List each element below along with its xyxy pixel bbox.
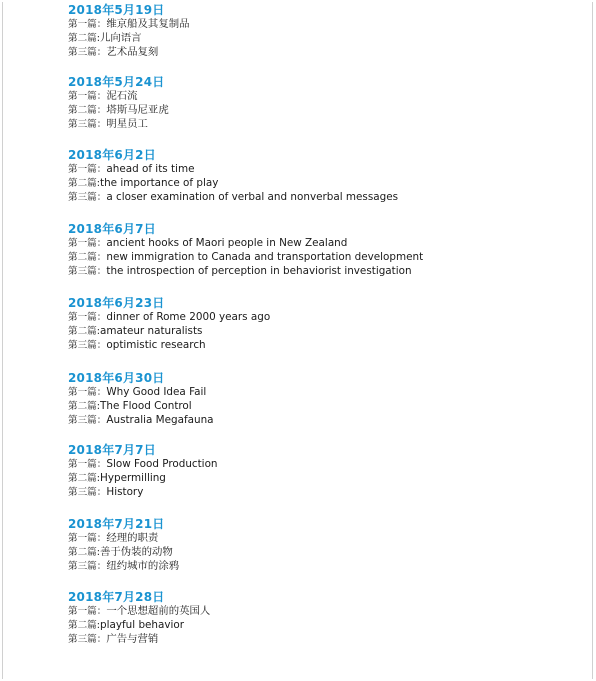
article-label: 第二篇: xyxy=(68,547,101,558)
article-title: Hypermilling xyxy=(100,472,166,484)
article-line xyxy=(68,310,270,324)
article-line xyxy=(68,117,169,131)
article-line xyxy=(68,385,214,399)
page-border-right xyxy=(592,2,593,679)
article-title: 塔斯马尼亚虎 xyxy=(106,104,169,116)
article-line xyxy=(68,545,179,559)
article-label: 第一篇： xyxy=(68,533,107,544)
article-title: 善于伪装的动物 xyxy=(100,546,173,558)
article-title: 儿向语言 xyxy=(100,32,142,44)
article-line xyxy=(68,236,423,250)
section-date-heading: 2018年7月7日 xyxy=(68,443,156,457)
section-date-heading: 2018年7月21日 xyxy=(68,517,165,531)
article-line xyxy=(68,485,218,499)
article-line xyxy=(68,559,179,573)
article-line xyxy=(68,604,210,618)
article-label: 第三篇： xyxy=(68,634,107,645)
article-title: ancient hooks of Maori people in New Zealand xyxy=(106,237,348,249)
article-label: 第一篇： xyxy=(68,91,107,102)
article-title: 广告与营销 xyxy=(106,633,159,645)
article-line xyxy=(68,103,169,117)
article-label: 第三篇： xyxy=(68,415,107,426)
date-section xyxy=(68,145,398,204)
article-line xyxy=(68,618,210,632)
article-title: 泥石流 xyxy=(106,90,138,102)
article-line xyxy=(68,264,423,278)
article-title: playful behavior xyxy=(100,619,185,631)
article-label: 第三篇： xyxy=(68,266,107,277)
article-title: 维京船及其复制品 xyxy=(106,18,190,30)
article-label: 第三篇： xyxy=(68,192,107,203)
article-title: 明星员工 xyxy=(106,118,148,130)
section-date-heading: 2018年6月7日 xyxy=(68,222,156,236)
section-date-heading: 2018年6月30日 xyxy=(68,371,165,385)
article-label: 第三篇： xyxy=(68,47,107,58)
article-line xyxy=(68,176,398,190)
article-label: 第二篇: xyxy=(68,33,101,44)
article-title: ahead of its time xyxy=(106,163,195,175)
article-line xyxy=(68,190,398,204)
date-section xyxy=(68,440,218,499)
article-label: 第二篇: xyxy=(68,620,101,631)
section-date-heading: 2018年6月23日 xyxy=(68,296,165,310)
article-title: the introspection of perception in behaviorist investigation xyxy=(106,265,412,277)
article-label: 第二篇： xyxy=(68,252,107,263)
article-label: 第三篇： xyxy=(68,340,107,351)
article-title: 艺术品复刻 xyxy=(106,46,159,58)
article-title: 经理的职责 xyxy=(106,532,159,544)
article-label: 第一篇： xyxy=(68,312,107,323)
article-label: 第三篇： xyxy=(68,487,107,498)
section-date-heading: 2018年5月24日 xyxy=(68,75,165,89)
article-label: 第二篇: xyxy=(68,473,101,484)
date-section xyxy=(68,72,169,131)
article-label: 第一篇： xyxy=(68,19,107,30)
article-title: 纽约城市的涂鸦 xyxy=(106,560,180,572)
article-line xyxy=(68,17,190,31)
date-section xyxy=(68,293,270,352)
article-title: optimistic research xyxy=(106,339,206,351)
article-line xyxy=(68,413,214,427)
section-date-heading: 2018年7月28日 xyxy=(68,590,165,604)
article-title: Why Good Idea Fail xyxy=(106,386,207,398)
article-label: 第一篇： xyxy=(68,459,107,470)
article-label: 第三篇： xyxy=(68,119,107,130)
page-border-left xyxy=(2,2,3,679)
article-title: Australia Megafauna xyxy=(106,414,214,426)
article-line xyxy=(68,632,210,646)
section-date-heading: 2018年5月19日 xyxy=(68,3,165,17)
article-label: 第一篇： xyxy=(68,238,107,249)
article-title: new immigration to Canada and transportation development xyxy=(106,251,424,263)
article-title: a closer examination of verbal and nonverbal messages xyxy=(106,191,399,203)
article-title: 一个思想超前的英国人 xyxy=(106,605,211,617)
article-line xyxy=(68,31,190,45)
article-line xyxy=(68,162,398,176)
article-line xyxy=(68,399,214,413)
date-section xyxy=(68,219,423,278)
article-line xyxy=(68,89,169,103)
date-section xyxy=(68,368,214,427)
article-title: The Flood Control xyxy=(100,400,192,412)
article-label: 第二篇: xyxy=(68,326,101,337)
article-title: the importance of play xyxy=(100,177,219,189)
article-label: 第三篇： xyxy=(68,561,107,572)
date-section xyxy=(68,587,210,646)
article-line xyxy=(68,531,179,545)
article-label: 第一篇： xyxy=(68,606,107,617)
article-line xyxy=(68,338,270,352)
article-title: dinner of Rome 2000 years ago xyxy=(106,311,271,323)
article-line xyxy=(68,457,218,471)
article-title: Slow Food Production xyxy=(106,458,218,470)
article-line xyxy=(68,45,190,59)
article-label: 第二篇： xyxy=(68,105,107,116)
article-title: amateur naturalists xyxy=(100,325,203,337)
article-label: 第一篇： xyxy=(68,387,107,398)
article-label: 第二篇: xyxy=(68,178,101,189)
article-label: 第二篇: xyxy=(68,401,101,412)
article-line xyxy=(68,324,270,338)
article-title: History xyxy=(106,486,144,498)
date-section xyxy=(68,0,190,59)
article-line xyxy=(68,471,218,485)
date-section xyxy=(68,514,179,573)
article-label: 第一篇： xyxy=(68,164,107,175)
article-line xyxy=(68,250,423,264)
section-date-heading: 2018年6月2日 xyxy=(68,148,156,162)
